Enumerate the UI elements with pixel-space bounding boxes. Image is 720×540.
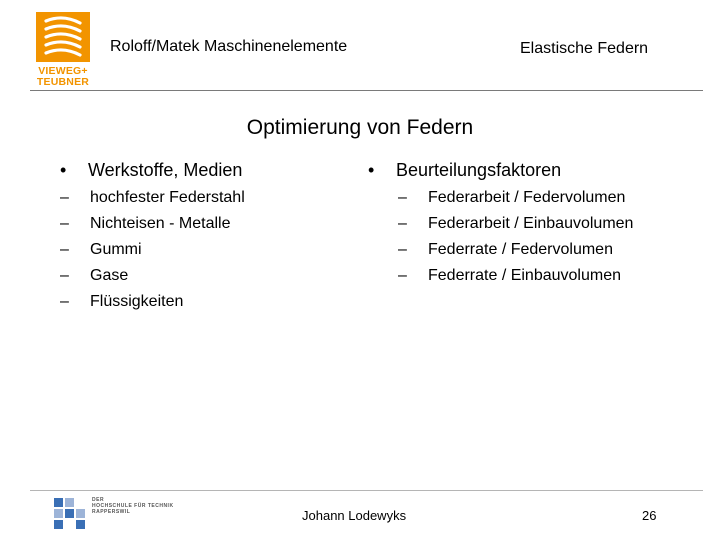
list-item-text: Federrate / Einbauvolumen <box>428 267 621 284</box>
dash-symbol: – <box>398 267 407 284</box>
left-heading-row <box>60 160 245 181</box>
list-item <box>60 241 245 267</box>
list-item <box>60 189 245 215</box>
publisher-logo-line-1: VIEWEG+ <box>38 65 88 77</box>
chapter-title: Elastische Federn <box>520 40 649 57</box>
dash-symbol: – <box>60 293 69 310</box>
header-divider <box>30 90 703 91</box>
school-logo-line: HOCHSCHULE FÜR TECHNIK <box>92 503 174 510</box>
list-item <box>60 293 245 319</box>
dash-symbol: – <box>60 241 69 258</box>
publisher-logo <box>36 12 90 90</box>
school-logo-mark <box>52 496 86 530</box>
right-heading-row <box>368 160 633 181</box>
left-list <box>60 189 245 319</box>
footer-author: Johann Lodewyks <box>302 508 407 523</box>
list-item-text: Federarbeit / Einbauvolumen <box>428 215 634 232</box>
right-column <box>368 160 633 293</box>
page-number: 26 <box>642 508 657 523</box>
book-title: Roloff/Matek Maschinenelemente <box>110 38 348 55</box>
dash-symbol: – <box>60 215 69 232</box>
school-logo-text <box>92 497 174 516</box>
footer-divider <box>30 490 703 491</box>
list-item-text: Federrate / Federvolumen <box>428 241 613 258</box>
list-item <box>398 267 633 293</box>
list-item-text: hochfester Federstahl <box>90 189 245 206</box>
list-item-text: Nichteisen - Metalle <box>90 215 231 232</box>
school-logo-line: RAPPERSWIL <box>92 509 131 516</box>
left-column <box>60 160 245 319</box>
publisher-logo-mark <box>36 12 90 62</box>
list-item-text: Flüssigkeiten <box>90 293 184 310</box>
publisher-logo-line-2: TEUBNER <box>36 76 90 88</box>
dash-symbol: – <box>398 189 407 206</box>
dash-symbol: – <box>60 267 69 284</box>
list-item-text: Federarbeit / Federvolumen <box>428 189 626 206</box>
right-list <box>368 189 633 293</box>
dash-symbol: – <box>398 215 407 232</box>
slide-title: Optimierung von Federn <box>246 116 474 139</box>
list-item-text: Gummi <box>90 241 142 258</box>
dash-symbol: – <box>398 241 407 258</box>
list-item <box>60 215 245 241</box>
left-heading: Werkstoffe, Medien <box>88 160 243 180</box>
right-heading: Beurteilungsfaktoren <box>396 160 562 180</box>
school-logo-line: DER <box>92 497 105 503</box>
list-item <box>60 267 245 293</box>
dash-symbol: – <box>60 189 69 206</box>
list-item <box>398 241 633 267</box>
list-item <box>398 189 633 215</box>
school-logo <box>52 496 182 530</box>
list-item-text: Gase <box>90 267 129 284</box>
list-item <box>398 215 633 241</box>
bullet-symbol: • <box>60 160 67 180</box>
bullet-symbol: • <box>368 160 375 180</box>
